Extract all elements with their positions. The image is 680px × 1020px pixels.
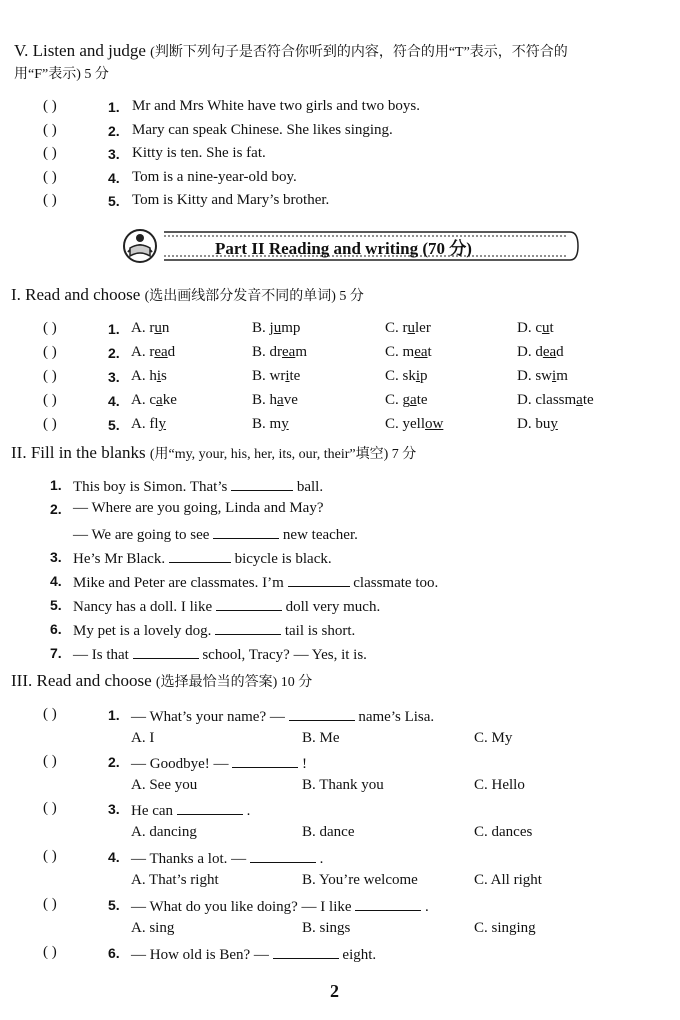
word-part: r — [149, 344, 155, 360]
word-part: s — [161, 368, 167, 384]
item-number: 2. — [108, 754, 120, 770]
word-part: dr — [269, 344, 283, 360]
section-ii-title: II. Fill in the blanks — [11, 443, 146, 462]
word-part: m — [295, 344, 308, 360]
option-d — [517, 416, 558, 433]
item-number: 2. — [108, 345, 120, 361]
word-part: wr — [269, 368, 286, 384]
answer-blank[interactable] — [273, 944, 339, 959]
section-iii-title: III. Read and choose — [11, 671, 152, 690]
question-end: name’s Lisa. — [358, 709, 435, 725]
paren-answer: ( ) — [43, 848, 57, 864]
page-number: 2 — [330, 981, 339, 1001]
item-number: 5. — [50, 597, 62, 613]
section-v-heading — [14, 41, 568, 61]
option-b — [252, 368, 300, 385]
fill-blank-sentence — [73, 620, 355, 640]
underlined-letters: ea — [542, 344, 557, 360]
option-label: D. — [517, 416, 532, 432]
item-number: 3. — [50, 549, 62, 565]
option-label: D. — [517, 344, 532, 360]
sentence-start: — Is that — [73, 647, 129, 663]
underlined-letters: ea — [282, 344, 296, 360]
item-number: 1. — [108, 321, 120, 337]
fill-blank-sentence — [73, 476, 323, 496]
underlined-letters: a — [277, 392, 284, 408]
sentence-end: new teacher. — [282, 527, 358, 543]
fill-blank-sentence — [73, 548, 332, 568]
option-b: B. dance — [302, 824, 355, 840]
underlined-letters: u — [407, 320, 416, 336]
item-number: 5. — [108, 417, 120, 433]
question-start: — Goodbye! — — [131, 756, 229, 772]
question-end: eight. — [342, 947, 377, 963]
paren-answer: ( ) — [43, 122, 57, 138]
option-a: A. I — [131, 730, 155, 746]
item-number: 5. — [108, 897, 120, 913]
underlined-letters: u — [542, 320, 550, 336]
option-a — [131, 344, 175, 361]
fill-blank-sentence — [73, 572, 438, 592]
option-label: B. — [252, 392, 266, 408]
underlined-letters: i — [552, 368, 557, 384]
option-b — [252, 344, 307, 361]
option-label: C. — [385, 392, 399, 408]
question-start: — What’s your name? — — [131, 709, 285, 725]
underlined-letters: y — [550, 416, 558, 432]
answer-blank[interactable] — [355, 896, 421, 911]
word-part: yell — [402, 416, 426, 432]
option-label: B. — [252, 344, 266, 360]
paren-answer: ( ) — [43, 145, 57, 161]
word-part: d — [167, 344, 176, 360]
word-part: d — [535, 344, 543, 360]
underlined-letters: y — [281, 416, 289, 432]
sentence-end: school, Tracy? — Yes, it is. — [202, 647, 367, 663]
sentence-end: classmate too. — [353, 575, 439, 591]
word-part: mp — [281, 320, 301, 336]
option-c: C. singing — [474, 920, 536, 936]
word-part: ke — [162, 392, 177, 408]
option-label: D. — [517, 320, 532, 336]
sentence-end: tail is short. — [284, 623, 356, 639]
option-d — [517, 392, 594, 409]
word-part: sw — [535, 368, 553, 384]
option-a — [131, 416, 166, 433]
answer-blank[interactable] — [288, 572, 350, 587]
option-label: D. — [517, 392, 532, 408]
sentence-start: Mike and Peter are classmates. I’m — [73, 575, 284, 591]
word-part: r — [149, 320, 155, 336]
option-label: A. — [131, 320, 146, 336]
sentence-end: doll very much. — [285, 599, 381, 615]
option-c: C. My — [474, 730, 513, 746]
answer-blank[interactable] — [177, 800, 243, 815]
item-number: 3. — [108, 369, 120, 385]
section-i-instruction: (选出画线部分发音不同的单词) 5 分 — [144, 289, 364, 304]
option-b — [252, 320, 300, 337]
fill-blank-sentence — [73, 500, 323, 517]
question-end: ! — [302, 756, 307, 772]
question-end: . — [319, 851, 324, 867]
question-sentence — [131, 848, 323, 868]
item-text: Mary can speak Chinese. She likes singing. — [132, 122, 393, 138]
word-part: n — [161, 320, 170, 336]
underlined-letters: ea — [414, 344, 428, 360]
option-a — [131, 392, 177, 409]
option-label: B. — [252, 368, 266, 384]
question-start: He can — [131, 803, 174, 819]
underlined-letters: y — [158, 416, 167, 432]
word-part: j — [269, 320, 274, 336]
underlined-letters: u — [273, 320, 282, 336]
word-part: fl — [149, 416, 159, 432]
paren-answer: ( ) — [43, 706, 57, 722]
option-label: B. — [252, 416, 266, 432]
word-part: h — [149, 368, 157, 384]
paren-answer: ( ) — [43, 98, 57, 114]
sentence-end: bicycle is black. — [234, 551, 332, 567]
question-sentence — [131, 706, 434, 726]
paren-answer: ( ) — [43, 368, 57, 384]
question-start: — How old is Ben? — — [131, 947, 269, 963]
option-a — [131, 368, 167, 385]
word-part: c — [149, 392, 157, 408]
item-number: 6. — [108, 945, 120, 961]
word-part: te — [416, 392, 428, 408]
item-number: 6. — [50, 621, 62, 637]
option-label: A. — [131, 416, 146, 432]
option-b: B. Me — [302, 730, 340, 746]
option-c: C. All right — [474, 872, 542, 888]
answer-blank[interactable] — [250, 848, 316, 863]
option-label: C. — [385, 416, 399, 432]
part-ii-title: Part II Reading and writing (70 分) — [215, 239, 472, 258]
word-part: t — [427, 344, 432, 360]
sentence-start: This boy is Simon. That’s — [73, 479, 228, 495]
sentence-start: My pet is a lovely dog. — [73, 623, 212, 639]
underlined-letters: i — [156, 368, 162, 384]
answer-blank[interactable] — [216, 596, 282, 611]
paren-answer: ( ) — [43, 753, 57, 769]
word-part: h — [269, 392, 278, 408]
answer-blank[interactable] — [215, 620, 281, 635]
item-number: 2. — [108, 123, 120, 139]
underlined-letters: u — [154, 320, 162, 336]
word-part: t — [549, 320, 554, 336]
option-b: B. sings — [302, 920, 351, 936]
item-number: 1. — [50, 477, 62, 493]
word-part: m — [269, 416, 282, 432]
fill-blank-sentence — [73, 644, 367, 664]
option-d — [517, 344, 564, 361]
word-part: r — [402, 320, 408, 336]
section-ii-heading — [11, 443, 416, 463]
section-i-title: I. Read and choose — [11, 285, 141, 304]
question-end: . — [246, 803, 251, 819]
paren-answer: ( ) — [43, 896, 57, 912]
item-number: 3. — [108, 801, 120, 817]
item-number: 2. — [50, 501, 62, 517]
answer-blank[interactable] — [232, 753, 298, 768]
option-c — [385, 320, 431, 337]
paren-answer: ( ) — [43, 944, 57, 960]
underlined-letters: a — [410, 392, 417, 408]
underlined-letters: ea — [154, 344, 168, 360]
option-c — [385, 344, 432, 361]
paren-answer: ( ) — [43, 320, 57, 336]
option-a: A. That’s right — [131, 872, 219, 888]
paren-answer: ( ) — [43, 169, 57, 185]
word-part: p — [420, 368, 428, 384]
option-c: C. dances — [474, 824, 533, 840]
section-v-title: V. Listen and judge — [14, 41, 146, 60]
item-number: 5. — [108, 193, 120, 209]
question-sentence — [131, 800, 250, 820]
question-end: . — [425, 899, 429, 915]
item-number: 7. — [50, 645, 62, 661]
answer-blank[interactable] — [133, 644, 199, 659]
section-iii-heading — [11, 671, 312, 691]
item-number: 4. — [108, 393, 120, 409]
underlined-letters: a — [156, 392, 163, 408]
paren-answer: ( ) — [43, 416, 57, 432]
underlined-letters: ow — [425, 416, 444, 432]
word-part: m — [556, 368, 568, 384]
option-label: A. — [131, 368, 146, 384]
section-v-instruction: (判断下列句子是否符合你听到的内容，符合的用“T”表示，不符合的 — [150, 45, 568, 60]
option-label: A. — [131, 344, 146, 360]
fill-blank-sentence — [73, 524, 358, 544]
option-label: C. — [385, 320, 399, 336]
option-b — [252, 416, 289, 433]
paren-answer: ( ) — [43, 392, 57, 408]
question-sentence — [131, 944, 376, 964]
sentence-end: ball. — [296, 479, 324, 495]
item-number: 1. — [108, 707, 120, 723]
option-b: B. Thank you — [302, 777, 384, 793]
item-text: Tom is Kitty and Mary’s brother. — [132, 192, 330, 208]
option-b — [252, 392, 298, 409]
word-part: sk — [402, 368, 416, 384]
word-part: te — [289, 368, 301, 384]
option-a: A. See you — [131, 777, 198, 793]
section-i-heading — [11, 285, 364, 305]
item-number: 4. — [50, 573, 62, 589]
sentence-start: Nancy has a doll. I like — [73, 599, 213, 615]
word-part: ve — [283, 392, 298, 408]
option-d — [517, 320, 554, 337]
option-b: B. You’re welcome — [302, 872, 418, 888]
word-part: te — [582, 392, 594, 408]
word-part: m — [402, 344, 415, 360]
answer-blank[interactable] — [169, 548, 231, 563]
question-sentence — [131, 896, 429, 916]
question-start: — Thanks a lot. — — [131, 851, 247, 867]
option-d — [517, 368, 568, 385]
option-label: A. — [131, 392, 146, 408]
paren-answer: ( ) — [43, 344, 57, 360]
option-c — [385, 368, 428, 385]
sentence-start: He’s Mr Black. — [73, 551, 166, 567]
answer-blank[interactable] — [289, 706, 355, 721]
underlined-letters: i — [415, 368, 421, 384]
item-number: 3. — [108, 146, 120, 162]
option-a: A. dancing — [131, 824, 197, 840]
section-iii-instruction: (选择最恰当的答案) 10 分 — [155, 675, 313, 690]
item-number: 1. — [108, 99, 120, 115]
word-part: c — [535, 320, 543, 336]
option-label: B. — [252, 320, 266, 336]
option-label: D. — [517, 368, 532, 384]
underlined-letters: i — [285, 368, 290, 384]
item-number: 4. — [108, 849, 120, 865]
item-text: Mr and Mrs White have two girls and two boys. — [132, 98, 421, 114]
option-a: A. sing — [131, 920, 175, 936]
paren-answer: ( ) — [43, 800, 57, 816]
option-c — [385, 392, 428, 409]
item-text: Kitty is ten. She is fat. — [132, 145, 266, 161]
item-number: 4. — [108, 170, 120, 186]
word-part: d — [556, 344, 564, 360]
option-c: C. Hello — [474, 777, 525, 793]
option-a — [131, 320, 169, 337]
paren-answer: ( ) — [43, 192, 57, 208]
answer-blank[interactable] — [231, 476, 293, 491]
word-part: bu — [535, 416, 551, 432]
underlined-letters: a — [576, 392, 583, 408]
question-start: — What do you like doing? — I like — [131, 899, 352, 915]
option-label: C. — [385, 368, 399, 384]
item-text: Tom is a nine-year-old boy. — [132, 169, 297, 185]
word-part: ler — [415, 320, 431, 336]
question-sentence — [131, 753, 307, 773]
section-v-instruction-cont: 用“F”表示) 5 分 — [14, 67, 109, 82]
word-part: g — [402, 392, 411, 408]
book-icon — [124, 230, 156, 262]
fill-blank-sentence — [73, 596, 380, 616]
option-c — [385, 416, 443, 433]
answer-blank[interactable] — [213, 524, 279, 539]
section-ii-instruction: (用“my, your, his, her, its, our, their”填空) 7 分 — [149, 447, 417, 462]
sentence-start: — We are going to see — [73, 527, 210, 543]
option-label: C. — [385, 344, 399, 360]
word-part: classm — [535, 392, 577, 408]
sentence-start: — Where are you going, Linda and May? — [73, 500, 324, 516]
